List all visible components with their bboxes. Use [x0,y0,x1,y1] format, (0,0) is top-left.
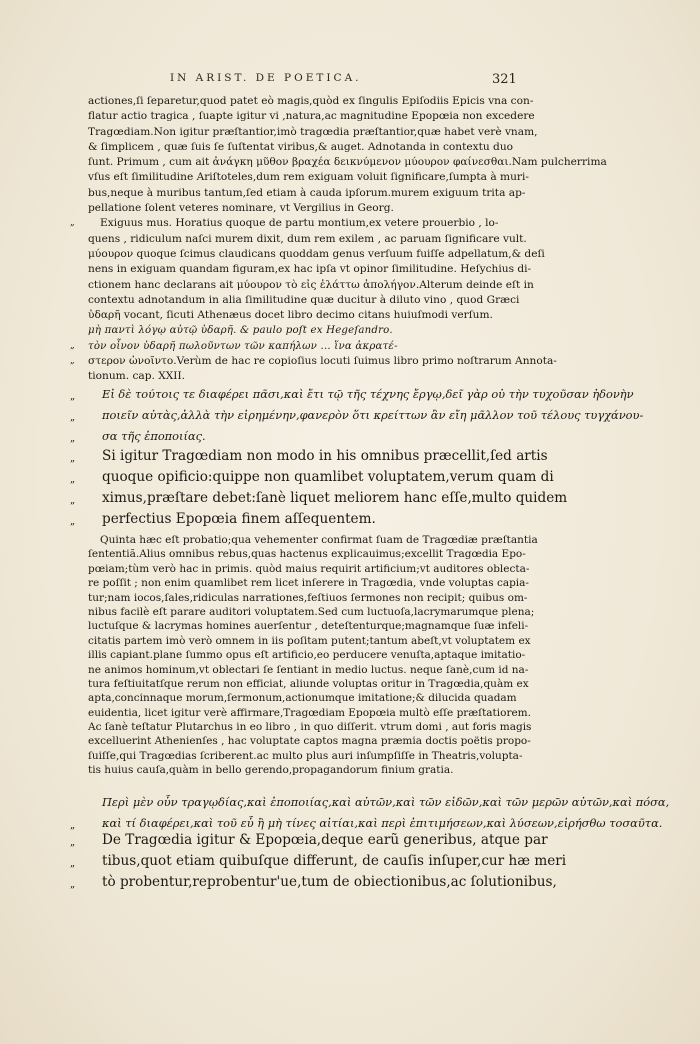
text-line: „ τὸν οἶνον ὑδαρῆ πωλοῦντων τῶν καπήλων ... ἵνα ἀκρατέ- [70,339,540,354]
commentary-block-1 [70,94,607,385]
latin-line: „ tibus,quot etiam quibuſque differunt, de cauſis inſuper,cur hæ meri [70,851,550,872]
quote-mark: „ [70,837,76,848]
quote-mark: „ [70,495,76,506]
greek-quote-1 [70,384,644,447]
quote-mark: „ [70,516,76,527]
text-line: Quinta hæc eſt probatio;qua vehementer confirmat ſuam de Tragœdiæ præſtantia [100,534,538,546]
text-line: ne animos hominum,vt oblectari ſe ſentiant in medio luctus. neque ſanè,cum id na- [88,663,529,676]
quote-mark: „ [70,356,75,367]
latin-line: „ De Tragœdia igitur & Epopœia,deque earũ generibus, atque par [70,830,550,851]
text-line: luctuſque & lacrymas homines auerſentur , deteſtenturque;magnamque ſuæ infeli- [88,620,529,633]
latin-line: „ tò probentur,reprobentur'ue,tum de obiectionibus,ac ſolutionibus, [70,872,550,893]
latin-line: „ perfectius Epopœia finem aſſequentem. [70,509,550,530]
text-line: tur;nam iocos,ſales,ridiculas narrationes,feſtiuos ſermones non recipit; quibus om- [88,591,528,604]
text-line: & ſimplicem , quæ ſuis ſe ſuſtentat viribus,& auget. Adnotanda in contextu duo [88,140,514,153]
text-line: „ Exiguus mus. Horatius quoque de partu montium,ex vetere prouerbio , lo- [70,216,540,231]
text-line: nens in exiguam quandam figuram,ex hac ipſa vt opinor ſimilitudine. Heſychius di- [88,263,532,276]
text-line: ſuiſſe,qui Tragœdias ſcriberent.ac multo plus auri inſumpſiſſe in Theatris,volupta- [88,749,523,762]
text-line: bus,neque à muribus tantum,ſed etiam à cauda ipſorum.murem exiguum trita ap- [88,186,526,199]
quote-mark: „ [70,820,76,831]
text-line: re poſſit ; non enim quamlibet rem licet inſerere in Tragœdia, vnde voluptas capia- [88,577,529,590]
text-line: illis capiant.plane ſummo opus eſt artificio,eo perducere venuſta,aptaque imitatio- [88,649,526,662]
text-line: flatur actio tragica , ſuapte igitur vi ,natura,ac magnitudine Epopœia non excedere [88,110,535,123]
quote-mark: „ [70,218,75,229]
text-line: ſunt. Primum , cum ait ἀνάγκη μῦθον βραχέα δεικνύμενον μύουρον φαίνεσθαι.Nam pulcherrima [88,156,607,169]
quote-mark: „ [70,858,76,869]
commentary-block-2 [88,533,538,778]
text-line: tis huius cauſa,quàm in bello gerendo,propagandorum finium gratia. [88,764,454,777]
quote-mark: „ [70,391,76,402]
quote-mark: „ [70,433,76,444]
text-line: „ στερον ὠνοῖντο.Verùm de hac re copioſius locuti ſuimus libro primo noſtrarum Annota- [70,354,540,369]
text-line: actiones,ſi ſeparetur,quod patet eò magis,quòd ex ſingulis Epiſodiis Epicis vna con- [88,95,534,107]
text-line: euidentia, licet igitur verè affirmare,Tragœdiam Epopœia multò eſſe præſtatiorem. [88,706,531,719]
text-line: apta,concinnaque morum,ſermonum,actionumque imitatione;& dilucida quadam [88,692,517,705]
latin-line: „ ximus,præſtare debet:ſanè liquet meliorem hanc eſſe,multo quidem [70,488,550,509]
text-line: ſententiã.Alius omnibus rebus,quas hactenus explicauimus;excellit Tragœdia Epo- [88,548,526,561]
quote-mark: „ [70,474,76,485]
quote-mark: „ [70,453,76,464]
greek-line: Περὶ μὲν οὖν τραγῳδίας,καὶ ἐποποιίας,καὶ αὐτῶν,καὶ τῶν εἰδῶν,καὶ τῶν μερῶν αὐτῶν,καὶ πόσα, [102,795,670,809]
text-line: tionum. cap. XXII. [88,370,186,383]
latin-quote-1 [70,446,568,530]
text-line: tura feſtiuitatſque rerum non efficiat, aliunde voluptas oritur in Tragœdia,quàm ex [88,677,529,690]
text-line: excelluerint Athenienſes , hac voluptate captos magna præmia doctis poëtis propo- [88,735,531,748]
greek-line: „ καὶ τί διαφέρει,καὶ τοῦ εὖ ἢ μὴ τίνες αἰτίαι,καὶ περὶ ἐπιτιμήσεων,καὶ λύσεων,εἰρήσθω τοσαῦτα. [70,813,550,834]
text-line: pœiam;tùm verò hac in primis. quòd maius requirit artificium;vt auditores oblecta- [88,562,530,575]
greek-line: „ Εἰ δὲ τούτοις τε διαφέρει πᾶσι,καὶ ἔτι τῷ τῆς τέχνης ἔργῳ,δεῖ γὰρ οὐ τὴν τυχοῦσαν ἡδονὴν [70,384,550,405]
text-line: Ac ſanè teſtatur Plutarchus in eo libro , in quo diſſerit. vtrum domi , aut foris magis [88,721,532,734]
greek-quote-2 [70,792,670,834]
text-line: μὴ παντὶ λόγῳ αὐτῷ ὑδαρῆ. & paulo poſt ex Hegeſandro. [88,325,393,337]
text-line: μύουρον quoque ſcimus claudicans quoddam genus verſuum fuiſſe adpellatum,& deſi [88,247,545,260]
text-line: pellatione ſolent veteres nominare, vt Vergilius in Georg. [88,202,394,215]
latin-quote-2 [70,830,567,893]
text-line: contextu adnotandum in alia ſimilitudine quæ ducitur à diluto vino , quod Græci [88,293,520,306]
page-number: 321 [492,72,517,87]
quote-mark: „ [70,412,76,423]
text-line: nibus facilè eſt parare auditori voluptatem.Sed cum luctuoſa,lacrymarumque plena; [88,605,535,618]
quote-mark: „ [70,340,75,351]
text-line: ὑδαρῆ vocant, ſicuti Athenæus docet libro decimo citans huiuſmodi verſum. [88,309,493,322]
greek-line: „ ποιεῖν αὐτὰς,ἀλλὰ τὴν εἰρημένην,φανερὸν ὅτι κρείττων ἂν εἴη μᾶλλον τοῦ τέλους τυγχάνου- [70,405,550,426]
latin-line: „ Si igitur Tragœdiam non modo in his omnibus præcellit,ſed artis [70,446,550,467]
quote-mark: „ [70,879,76,890]
text-line: ctionem hanc declarans ait μύουρον τὸ εἰς ἐλάττω ἀπολήγον.Alterum deinde eſt in [88,278,534,291]
running-head: IN ARIST. DE POETICA. [170,72,362,84]
text-line: Tragœdiam.Non igitur præſtantior,imò tragœdia præſtantior,quæ habet verè vnam, [88,125,538,138]
text-line: quens , ridiculum naſci murem dixit, dum rem exilem , ac paruam ſignificare vult. [88,232,527,245]
latin-line: „ quoque opificio:quippe non quamlibet voluptatem,verum quam di [70,467,550,488]
text-line: citatis partem imò verò omnem in iis poſitam putent;tantum abeſt,vt voluptatem ex [88,634,531,647]
greek-line: „ σα τῆς ἐποποιίας. [70,426,550,447]
text-line: vſus eſt ſimilitudine Ariſtoteles,dum rem exiguam voluit ſignificare,ſumpta à muri- [88,171,529,184]
